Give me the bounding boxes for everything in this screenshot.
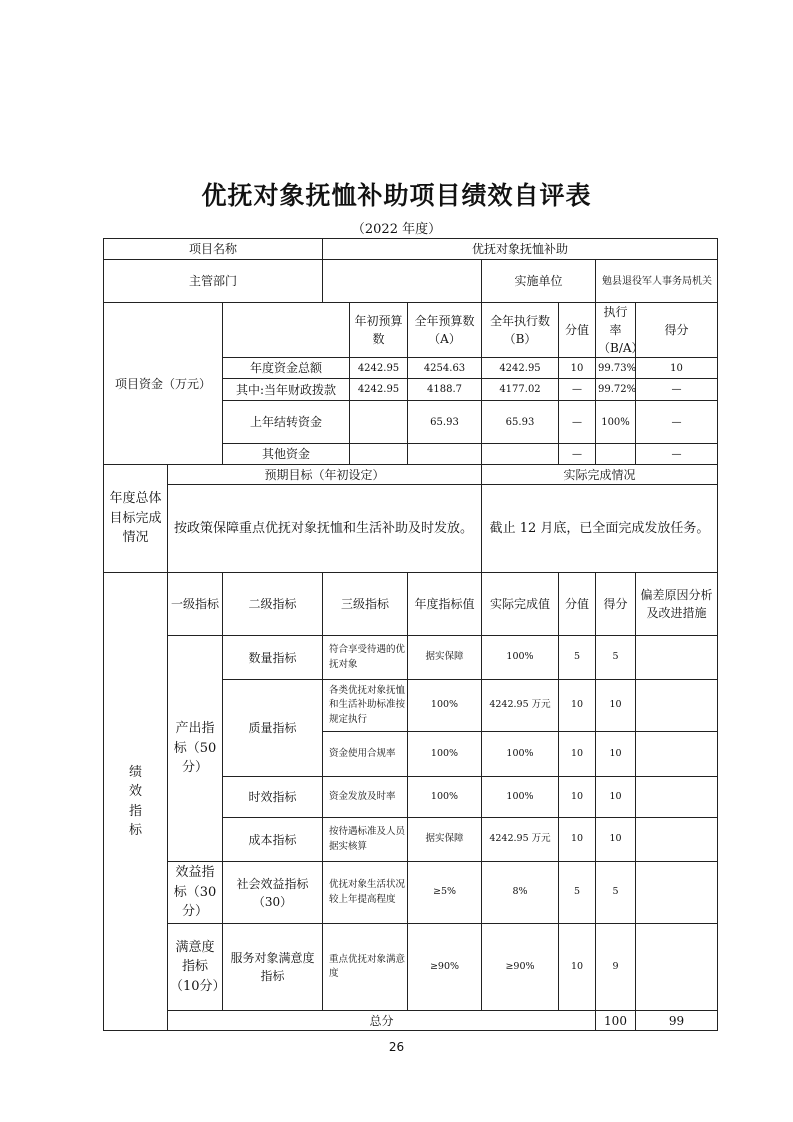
indicator-remark [636,777,718,818]
output-indicator-label: 产出指标（50分） [168,636,223,862]
goals-actual: 截止 12 月底，已全面完成发放任务。 [482,485,718,573]
indicator-actual: ≥90% [482,924,559,1011]
total-label: 总分 [168,1011,596,1031]
indicator-actual: 100% [482,777,559,818]
indicator-points: 10 [559,924,596,1011]
header-level2: 二级指标 [223,573,323,636]
funds-row-score: — [636,379,718,401]
indicator-score: 10 [596,680,636,732]
indicator-level2: 社会效益指标（30） [223,862,323,924]
header-actual: 实际完成值 [482,573,559,636]
indicator-row [104,636,718,680]
funds-row-rate: 99.73% [596,358,636,379]
impl-label: 实施单位 [482,260,596,303]
indicator-row [104,924,718,1011]
goals-actual-header: 实际完成情况 [482,465,718,485]
funds-row-rate: 99.72% [596,379,636,401]
funds-header-score: 得分 [636,303,718,358]
indicator-level3: 按待遇标准及人员据实核算 [323,818,408,862]
year-subtitle: （2022 年度） [351,222,442,237]
funds-row-points: — [559,379,596,401]
indicator-level3: 重点优抚对象满意度 [323,924,408,1011]
indicator-level2: 服务对象满意度指标 [223,924,323,1011]
indicator-level3: 符合享受待遇的优抚对象 [323,636,408,680]
project-name-value: 优抚对象抚恤补助 [323,239,718,260]
indicator-score: 9 [596,924,636,1011]
funds-row-rate [596,444,636,465]
funds-header-executed: 全年执行数（B） [482,303,559,358]
funds-header-row [104,303,718,358]
header-remark: 偏差原因分析及改进措施 [636,573,718,636]
indicator-points: 10 [559,732,596,777]
funds-header-initial: 年初预算数 [350,303,408,358]
indicator-target: 100% [408,680,482,732]
indicator-target: 100% [408,732,482,777]
self-evaluation-table [103,238,718,1031]
funds-row-score: — [636,401,718,444]
indicator-remark [636,732,718,777]
indicator-level3: 各类优抚对象抚恤和生活补助标准按规定执行 [323,680,408,732]
funds-row-executed: 4242.95 [482,358,559,379]
dept-value [323,260,482,303]
funds-label-text: 项目资金（万元） [114,376,211,391]
funds-row-budget: 4254.63 [408,358,482,379]
total-row [104,1011,718,1031]
indicator-level2: 成本指标 [223,818,323,862]
goals-header-row [104,465,718,485]
funds-row-initial [350,401,408,444]
funds-row-rate: 100% [596,401,636,444]
indicator-level2: 时效指标 [223,777,323,818]
page-title: 优抚对象抚恤补助项目绩效自评表 [201,181,592,210]
header-score: 得分 [596,573,636,636]
funds-row-initial [350,444,408,465]
goals-label: 年度总体目标完成情况 [104,465,168,573]
funds-row-budget: 65.93 [408,401,482,444]
indicator-remark [636,680,718,732]
indicator-points: 5 [559,636,596,680]
indicator-points: 10 [559,818,596,862]
indicator-remark [636,924,718,1011]
indicator-actual: 8% [482,862,559,924]
indicator-score: 10 [596,732,636,777]
indicator-row [104,862,718,924]
dept-label: 主管部门 [104,260,323,303]
goals-expected: 按政策保障重点优抚对象抚恤和生活补助及时发放。 [168,485,482,573]
indicators-label-text: 绩效指标 [128,764,142,838]
funds-row-name: 年度资金总额 [223,358,350,379]
funds-row-points: — [559,444,596,465]
indicator-score: 10 [596,777,636,818]
indicator-target: 100% [408,777,482,818]
indicator-points: 10 [559,777,596,818]
indicator-remark [636,862,718,924]
funds-row-score: 10 [636,358,718,379]
total-points: 100 [596,1011,636,1031]
indicator-actual: 100% [482,732,559,777]
indicator-target: 据实保障 [408,636,482,680]
goals-content-row [104,485,718,573]
indicator-level2: 数量指标 [223,636,323,680]
funds-row-score: — [636,444,718,465]
funds-row-name: 其他资金 [223,444,350,465]
funds-row-executed [482,444,559,465]
funds-row-budget: 4188.7 [408,379,482,401]
header-points: 分值 [559,573,596,636]
funds-header-rate: 执行率（B/A） [596,303,636,358]
indicator-level3: 资金发放及时率 [323,777,408,818]
indicator-target: ≥90% [408,924,482,1011]
indicator-points: 10 [559,680,596,732]
page-number: 26 [388,1040,405,1054]
funds-row-points: 10 [559,358,596,379]
indicator-actual: 4242.95 万元 [482,818,559,862]
indicator-score: 5 [596,862,636,924]
header-level1: 一级指标 [168,573,223,636]
funds-row-initial: 4242.95 [350,379,408,401]
funds-header-budget: 全年预算数（A） [408,303,482,358]
funds-row-name: 其中:当年财政拨款 [223,379,350,401]
indicator-target: ≥5% [408,862,482,924]
indicator-score: 10 [596,818,636,862]
funds-row-points: — [559,401,596,444]
indicators-header-row [104,573,718,636]
indicator-score: 5 [596,636,636,680]
header-level3: 三级指标 [323,573,408,636]
funds-header-points: 分值 [559,303,596,358]
indicator-target: 据实保障 [408,818,482,862]
indicators-label [104,573,168,1031]
indicator-level3: 优抚对象生活状况较上年提高程度 [323,862,408,924]
funds-blank-header [223,303,350,358]
satisfaction-indicator-label: 满意度指标（10分） [168,924,223,1011]
funds-row-initial: 4242.95 [350,358,408,379]
goals-expected-header: 预期目标（年初设定） [168,465,482,485]
funds-row-executed: 65.93 [482,401,559,444]
total-score: 99 [636,1011,718,1031]
indicator-remark [636,636,718,680]
indicator-points: 5 [559,862,596,924]
indicator-level3: 资金使用合规率 [323,732,408,777]
funds-row-executed: 4177.02 [482,379,559,401]
department-row [104,260,718,303]
indicator-actual: 4242.95 万元 [482,680,559,732]
project-name-label: 项目名称 [104,239,323,260]
impl-value: 勉县退役军人事务局机关 [596,260,718,303]
header-target: 年度指标值 [408,573,482,636]
indicator-remark [636,818,718,862]
funds-label [104,303,223,465]
indicator-level2: 质量指标 [223,680,323,777]
project-name-row [104,239,718,260]
benefit-indicator-label: 效益指标（30分） [168,862,223,924]
funds-row-budget [408,444,482,465]
indicator-actual: 100% [482,636,559,680]
funds-row-name: 上年结转资金 [223,401,350,444]
